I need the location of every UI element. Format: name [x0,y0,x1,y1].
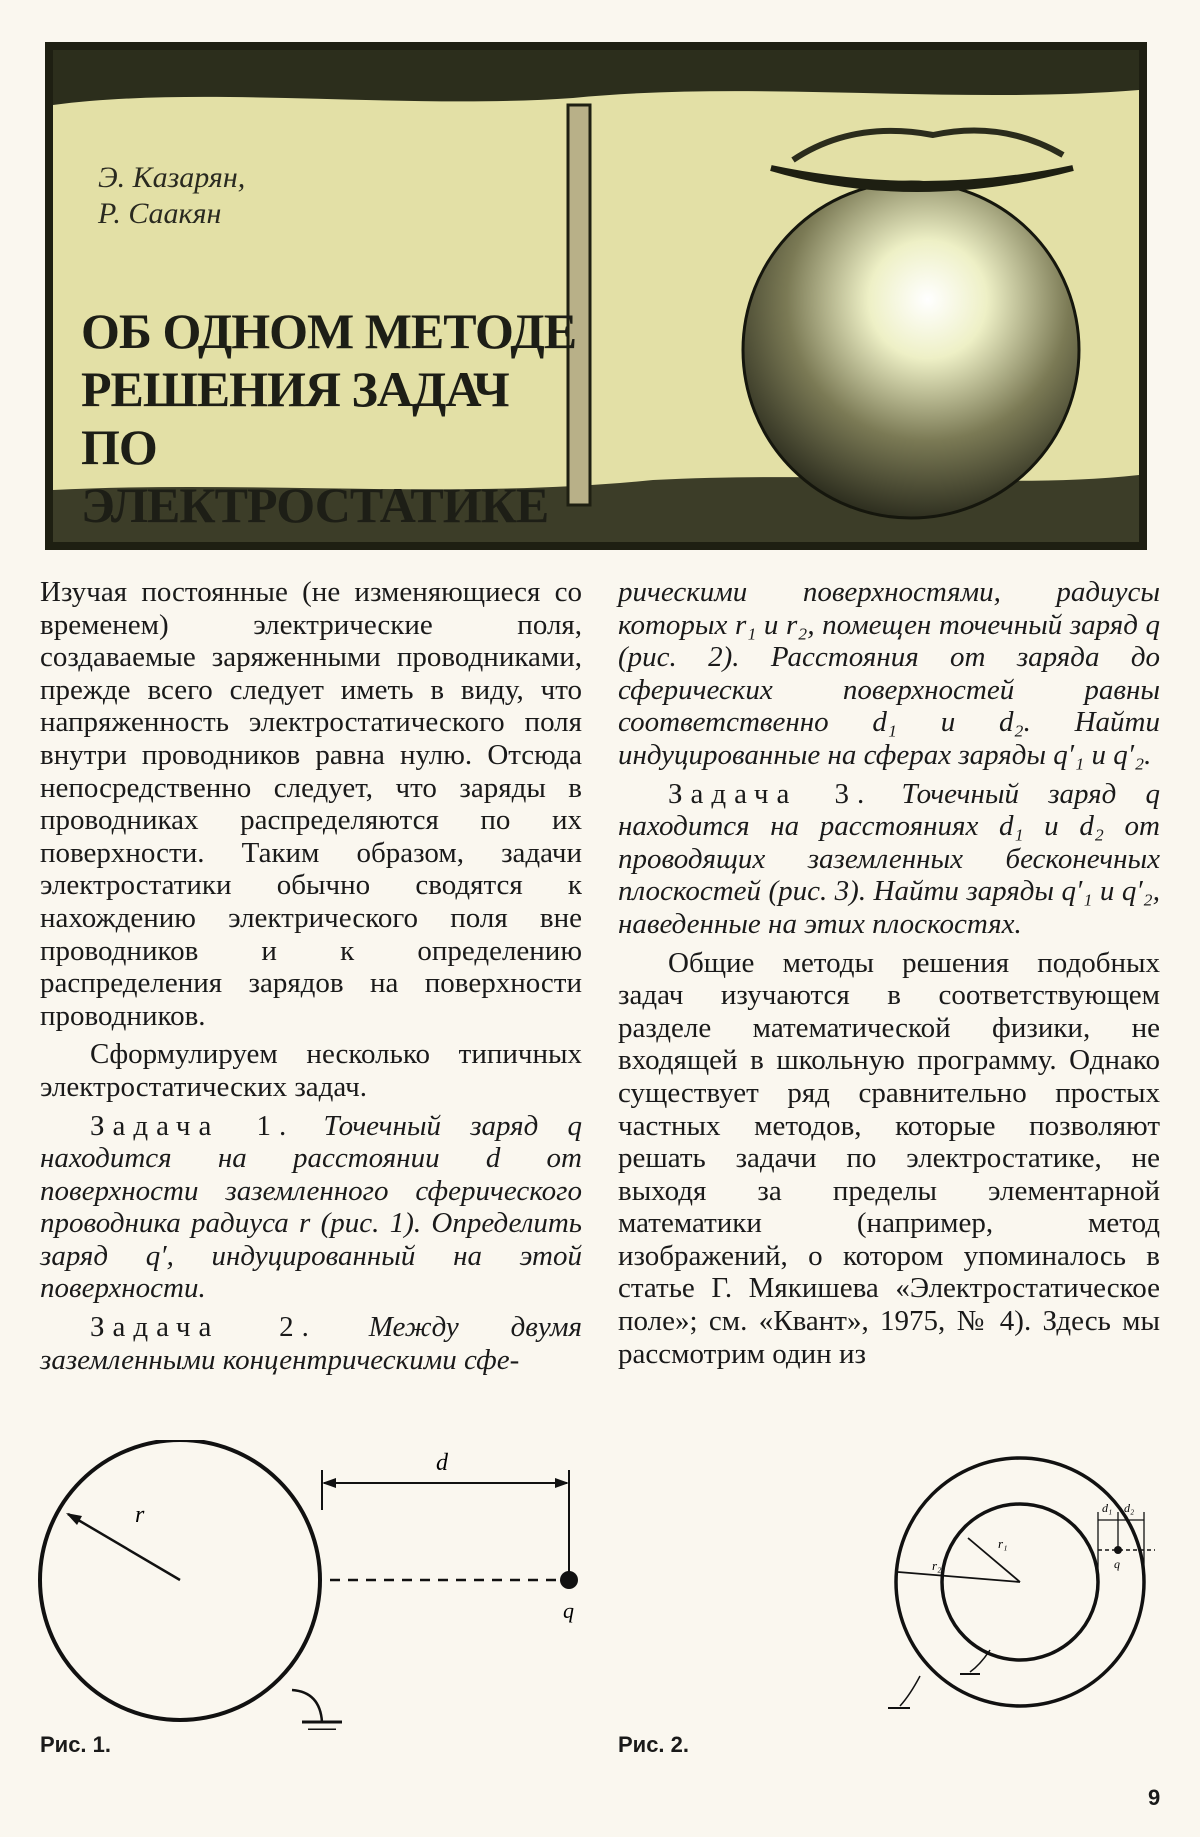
distance-arrow-left [322,1478,336,1488]
author-2: Р. Саакян [98,197,222,230]
radius-arrow [66,1513,82,1525]
point-charge [560,1571,578,1589]
task-2-continued-text: рическими поверхностями, радиусы которых r₁ и r₂, помещен точечный заряд q (рис. 2). Расстояния от заряда до сферических поверхностей равны соответственно d₁ и d₂. Найти индуцированные на сферах заряды q′₁ и q′₂. [618,576,1160,771]
figure-2 [880,1450,1170,1740]
task-3-label: Задача 3. [668,777,873,810]
dish [771,168,1073,189]
task-2-text: Между двумя заземленными концентрическими сфе- [40,1311,582,1376]
formulate-paragraph: Сформулируем несколько типичных электростатических задач. [40,1038,582,1103]
figure-2-caption: Рис. 2. [618,1732,690,1757]
page-number: 9 [1148,1785,1161,1810]
radius-label: r [135,1502,145,1528]
figure-1-caption: Рис. 1. [40,1732,112,1757]
charge-label: q [1114,1557,1120,1571]
radius-line [68,1514,180,1580]
general-methods-paragraph: Общие методы решения подобных задач изучаются в соответствующем разделе математической физики, не входящей в школьную программу. Однако существует ряд сравнительно простых частных методов, которые позволяют решать задачи по электростатике, не выходя за пределы элементарной математики (например, метод изображений, о котором упоминалось в статье Г. Мякишева «Электростатическое поле»; см. «Квант», 1975, № 4). Здесь мы рассмотрим один из [618,946,1160,1370]
figure-1 [30,1440,590,1730]
r2-label: r₂ [932,1558,942,1573]
right-column [618,576,1160,1376]
outer-ground-wire [900,1676,920,1706]
charge-cloud [793,131,1063,161]
r2-line [898,1572,1020,1582]
d2-label: d₂ [1124,1501,1135,1515]
title-line-1: ОБ ОДНОМ МЕТОДЕ [81,303,577,359]
distance-label: d [436,1450,448,1476]
author-1: Э. Казарян, [98,161,246,194]
task-3-text: Точечный заряд q находится на расстояниях d₁ и d₂ от проводящих заземленных бесконечных плоскостей (рис. 3). Найти заряды q′₁ и q′₂, наведенные на этих плоскостях. [618,777,1160,940]
task-2 [40,1311,582,1376]
d1-label: d₁ [1102,1501,1113,1515]
task-2-continued [618,576,1160,772]
point-charge [1114,1546,1122,1554]
task-1-label: Задача 1. [90,1109,295,1142]
title-line-4: ЭЛЕКТРОСТАТИКЕ [81,477,549,533]
r1-label: r₁ [998,1536,1008,1551]
charge-label: q [563,1598,574,1623]
left-column [40,576,582,1382]
top-shading [53,50,1139,105]
task-2-label: Задача 2. [90,1311,317,1344]
title-line-2: РЕШЕНИЯ ЗАДАЧ [81,361,509,417]
task-1-text: Точечный заряд q находится на расстоянии d от поверхности заземленного сферического проводника радиуса r (рис. 1). Определить заряд q′, индуцированный на этой поверхности. [40,1109,582,1305]
title-line-3: ПО [81,419,157,475]
intro-paragraph: Изучая постоянные (не изменяющиеся со временем) электрические поля, создаваемые заряженными проводниками, прежде всего следует иметь в виду, что напряженность электростатического поля внутри проводников равна нулю. Отсюда непосредственно следует, что заряды в проводниках распределяются по их поверхности. Таким образом, задачи электростатики обычно сводятся к нахождению электрического поля вне проводников и к определению распределения зарядов на поверхности проводников. [40,576,582,1032]
distance-arrow-right [555,1478,569,1488]
inner-ground-wire [970,1650,990,1672]
header-banner [45,42,1147,550]
r1-line [968,1538,1020,1582]
task-3 [618,778,1160,941]
authors [98,160,245,232]
task-1 [40,1110,582,1306]
ground-wire [292,1690,322,1722]
sphere [743,182,1079,518]
article-title [81,302,641,534]
